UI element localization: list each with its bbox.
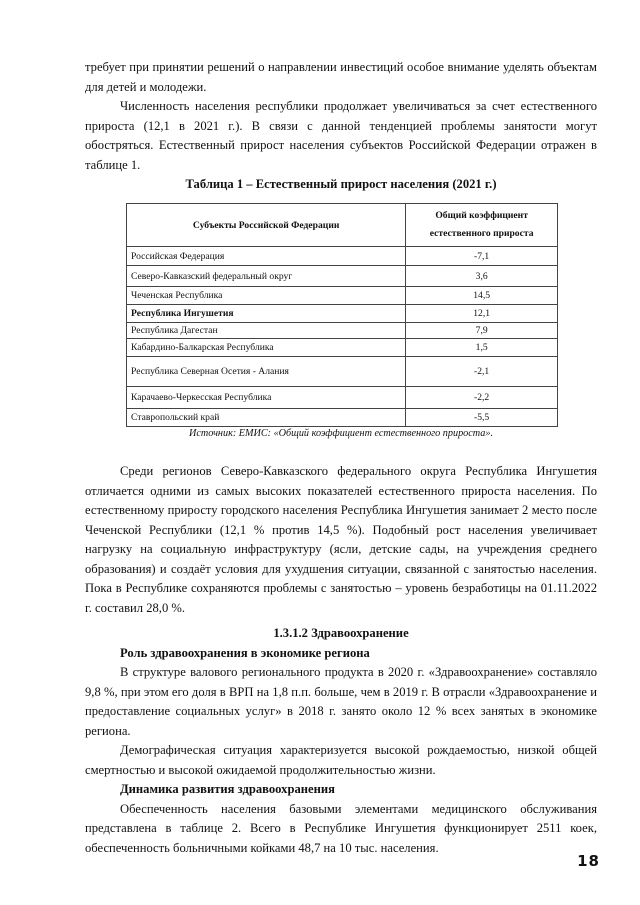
table1-source: Источник: ЕМИС: «Общий коэффициент естественного прироста».	[189, 428, 493, 439]
region-name: Республика Ингушетия	[127, 305, 406, 323]
region-value: 3,6	[406, 266, 558, 287]
table1-caption: Таблица 1 – Естественный прирост населения (2021 г.)	[185, 177, 497, 191]
subheading-role: Роль здравоохранения в экономике региона	[120, 645, 370, 660]
region-value: -7,1	[406, 247, 558, 266]
region-value: 1,5	[406, 339, 558, 357]
region-value: 7,9	[406, 323, 558, 339]
table-row	[127, 287, 558, 305]
paragraph-demography: Демографическая ситуация характеризуется высокой рождаемостью, низкой общей смертностью и высокой ожидаемой продолжительностью жизни.	[85, 743, 597, 777]
table-row	[127, 387, 558, 409]
table1	[126, 203, 558, 427]
table-row	[127, 247, 558, 266]
intro-block	[85, 58, 597, 175]
region-value: -5,5	[406, 409, 558, 427]
paragraph-beds: Обеспеченность населения базовыми элементами медицинского обслуживания представлена в таблице 2. Всего в Республике Ингушетия функционирует 2511 коек, обеспеченность больничными койками 48,7 на 10 тыс. населения.	[85, 801, 597, 855]
table-row	[127, 323, 558, 339]
table1-col1-header: Субъекты Российской Федерации	[127, 204, 406, 247]
region-value: 14,5	[406, 287, 558, 305]
section-title: 1.3.1.2 Здравоохранение	[273, 626, 409, 640]
table-row	[127, 266, 558, 287]
region-name: Республика Северная Осетия - Алания	[127, 357, 406, 387]
region-name: Северо-Кавказский федеральный округ	[127, 266, 406, 287]
region-name: Чеченская Республика	[127, 287, 406, 305]
region-value: -2,2	[406, 387, 558, 409]
region-name: Кабардино-Балкарская Республика	[127, 339, 406, 357]
region-name: Ставропольский край	[127, 409, 406, 427]
table-row	[127, 409, 558, 427]
healthcare-section	[85, 624, 597, 858]
intro-paragraph-population: Численность населения республики продолжает увеличиваться за счет естественного прироста (12,1 в 2021 г.). В связи с данной тенденцией проблемы занятости могут обостряться. Естественный прирост населения субъектов Российской Федерации отражен в таблице 1.	[85, 99, 597, 172]
subheading-dynamics: Динамика развития здравоохранения	[120, 782, 335, 796]
table-row	[127, 339, 558, 357]
table1-header-row	[127, 204, 558, 247]
table-row	[127, 305, 558, 323]
region-value: 12,1	[406, 305, 558, 323]
table-row	[127, 357, 558, 387]
region-name: Российская Федерация	[127, 247, 406, 266]
intro-paragraph-continuation: требует при принятии решений о направлении инвестиций особое внимание уделять объектам для детей и молодежи.	[85, 60, 597, 94]
region-value: -2,1	[406, 357, 558, 387]
analysis-block	[85, 462, 597, 618]
page-number: 18	[577, 852, 600, 870]
paragraph-natural-growth: Среди регионов Северо-Кавказского федерального округа Республика Ингушетия отличается одними из самых высоких показателей естественного прироста населения. По естественному приросту городского населения Республика Ингушетия занимает 2 место после Чеченской Республики (12,1 % против 14,5 %). Подобный рост населения увеличивает нагрузку на социальную инфраструктуру (ясли, детские сады, на учреждения среднего образования) и создаёт условия для ухудшения ситуации, связанной с занятостью населения. Пока в Республике сохраняются проблемы с занятостью – уровень безработицы на 01.11.2022 г. составил 28,0 %.	[85, 464, 597, 615]
table1-col2-header: Общий коэффициент естественного прироста	[406, 204, 558, 247]
paragraph-grp: В структуре валового регионального продукта в 2020 г. «Здравоохранение» составляло 9,8 %, при этом его доля в ВРП на 1,8 п.п. больше, чем в 2019 г. В отрасли «Здравоохранение и предоставление социальных услуг» в 2018 г. занято около 12 % всех занятых в экономике региона.	[85, 665, 597, 738]
region-name: Карачаево-Черкесская Республика	[127, 387, 406, 409]
region-name: Республика Дагестан	[127, 323, 406, 339]
